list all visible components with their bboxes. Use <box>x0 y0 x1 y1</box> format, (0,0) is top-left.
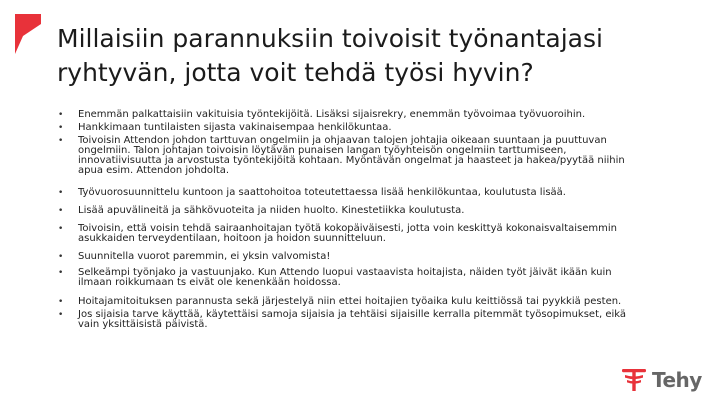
tehy-logo-icon <box>621 367 647 393</box>
list-item-text: Jos sijaisia tarve käyttää, käytettäisi samoja sijaisia ja tehtäisi sijaisille kerralla pitemmät työsopimukset, eikä vain yksittäisistä päivistä. <box>78 309 627 330</box>
list-item <box>58 252 658 262</box>
title-line-1: Millaisiin parannuksiin toivoisit työnantajasi <box>57 24 603 53</box>
list-item <box>58 136 658 176</box>
list-item <box>58 110 658 120</box>
bullet-list <box>58 110 658 330</box>
page-title <box>57 22 697 90</box>
list-item <box>58 224 658 244</box>
bullet-icon: • <box>58 224 64 234</box>
list-item-text: Toivoisin, että voisin tehdä sairaanhoitajan työtä kokopäiväisesti, jotta voin keskittyä kokonaisvaltaisemmin asukkaiden terveydentilaan, hoitoon ja hoidon suunnitteluun. <box>78 223 617 244</box>
list-item-text: Hankkimaan tuntilaisten sijasta vakinaisempaa henkilökuntaa. <box>78 122 392 133</box>
bullet-icon: • <box>58 310 64 320</box>
list-item-text: Enemmän palkattaisiin vakituisia työntekijöitä. Lisäksi sijaisrekry, enemmän työvoimaa työvuoroihin. <box>78 109 586 120</box>
list-item <box>58 297 658 307</box>
bullet-icon: • <box>58 136 64 146</box>
list-item-text: Hoitajamitoituksen parannusta sekä järjestelyä niin ettei hoitajien työaika kulu keittiössä tai pyykkiä pesten. <box>78 296 622 307</box>
list-item <box>58 188 658 198</box>
bullet-icon: • <box>58 268 64 278</box>
list-item-text: Lisää apuvälineitä ja sähkövuoteita ja niiden huolto. Kinestetiikka koulutusta. <box>78 205 465 216</box>
list-item-text: Selkeämpi työnjako ja vastuunjako. Kun Attendo luopui vastaavista hoitajista, näiden työt jäivät ikään kuin ilmaan roikkumaan ts eivät ole kenenkään hoidossa. <box>78 267 612 288</box>
bullet-icon: • <box>58 123 64 133</box>
list-item <box>58 123 658 133</box>
corner-accent-shape <box>15 14 41 54</box>
list-item <box>58 310 658 330</box>
bullet-icon: • <box>58 252 64 262</box>
bullet-icon: • <box>58 110 64 120</box>
bullet-icon: • <box>58 297 64 307</box>
bullet-icon: • <box>58 188 64 198</box>
list-item <box>58 268 658 288</box>
logo-wordmark: Tehy <box>652 368 702 392</box>
bullet-icon: • <box>58 206 64 216</box>
list-item-text: Työvuorosuunnittelu kuntoon ja saattohoitoa toteutettaessa lisää henkilökuntaa, koulutusta lisää. <box>78 187 566 198</box>
tehy-logo <box>621 366 702 394</box>
title-line-2: ryhtyvän, jotta voit tehdä työsi hyvin? <box>57 58 534 87</box>
list-item <box>58 206 658 216</box>
list-item-text: Suunnitella vuorot paremmin, ei yksin valvomista! <box>78 251 331 262</box>
list-item-text: Toivoisin Attendon johdon tarttuvan ongelmiin ja ohjaavan talojen johtajia oikeaan suuntaan ja puuttuvan ongelmiin. Talon johtajan toivoisin löytävän punaisen langan työyhteisön ongelmiin tarttumiseen, innovatiivisuutta ja arvostusta työntekijöitä kohtaan. Myöntävän ongelmat ja haasteet ja hakea/pyytää niihin apua esim. Attendon johdolta. <box>78 135 625 176</box>
